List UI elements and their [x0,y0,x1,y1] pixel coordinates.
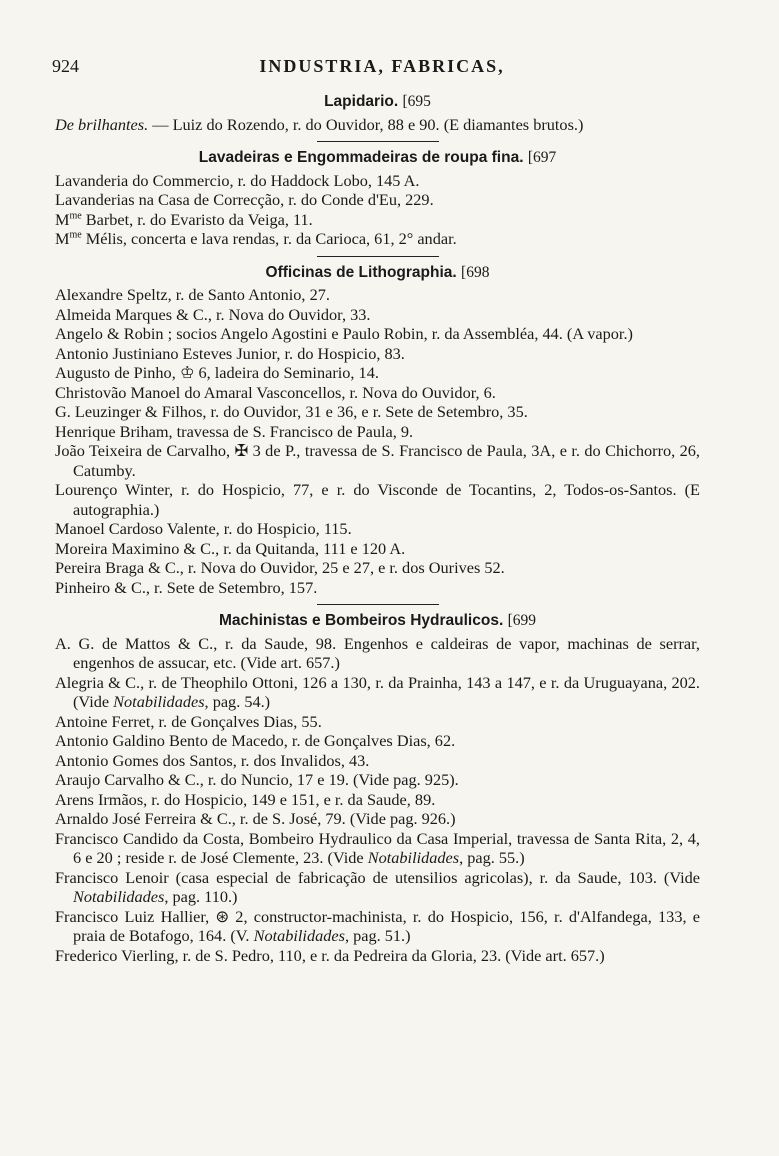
list-item: $M^{me}$ Mélis, concerta e lava rendas, r. da Carioca, 61, 2° andar. [55,229,457,248]
page-number: 924 [52,56,79,76]
section-divider [317,141,439,142]
list-item: Francisco Candido da Costa, Bombeiro Hydraulico da Casa Imperial, travessa de Santa Rita, 2, 4, 6 e 20 ; reside r. de José Clemente, 23. (Vide Notabilidades, pag. 55.) [55,828,700,867]
section-title: Officinas de Lithographia. [698 [265,263,490,281]
list-item: Pereira Braga & C., r. Nova do Ouvidor, 25 e 27, e r. dos Ourives 52. [55,558,505,577]
list-item: Alegria & C., r. de Theophilo Ottoni, 126 a 130, r. da Prainha, 143 a 147, e r. da Uruguayana, 202. (Vide Notabilidades, pag. 54.) [55,672,700,711]
section-title: Machinistas e Bombeiros Hydraulicos. [699 [219,612,536,629]
list-item: Alexandre Speltz, r. de Santo Antonio, 27. [55,285,330,304]
list-item: Francisco Lenoir (casa especial de fabricação de utensilios agricolas), r. da Saude, 103. (Vide Notabilidades, pag. 110.) [55,867,700,906]
list-item: Manoel Cardoso Valente, r. do Hospicio, 115. [55,519,352,538]
section-divider [317,604,439,605]
list-item: Angelo & Robin ; socios Angelo Agostini e Paulo Robin, r. da Assembléa, 44. (A vapor.) [55,324,633,343]
list-item: Lourenço Winter, r. do Hospicio, 77, e r. do Visconde de Tocantins, 2, Todos-os-Santos. (E autographia.) [55,480,700,519]
list-item: G. Leuzinger & Filhos, r. do Ouvidor, 31 e 36, e r. Sete de Setembro, 35. [55,402,528,421]
list-item: $M^{me}$ Barbet, r. do Evaristo da Veiga, 11. [55,209,313,229]
list-item: Arens Irmãos, r. do Hospicio, 149 e 151, e r. da Saude, 89. [55,789,436,809]
list-item: Lavanderias na Casa de Correcção, r. do Conde d'Eu, 229. [55,190,434,209]
list-item: Moreira Maximino & C., r. da Quitanda, 111 e 120 A. [55,538,406,558]
list-item: A. G. de Mattos & C., r. da Saude, 98. Engenhos e caldeiras de vapor, machinas de serrar, engenhos de assucar, etc. (Vide art. 657.) [55,633,700,672]
page-header [52,56,712,82]
list-item: De brilhantes. — Luiz do Rozendo, r. do Ouvidor, 88 e 90. (E diamantes brutos.) [55,114,584,134]
list-item: Francisco Luiz Hallier, ⊛ 2, constructor-machinista, r. do Hospicio, 156, r. d'Alfandega, 133, e praia de Botafogo, 164. (V. Notabilidades, pag. 51.) [55,906,700,945]
running-title: INDUSTRIA, FABRICAS, [259,56,505,76]
list-item: Pinheiro & C., r. Sete de Setembro, 157. [55,577,318,597]
list-item: Augusto de Pinho, ♔ 6, ladeira do Seminario, 14. [55,363,379,382]
list-item: Henrique Briham, travessa de S. Francisco de Paula, 9. [55,421,414,441]
list-item: Antonio Justiniano Esteves Junior, r. do Hospicio, 83. [55,343,405,363]
list-item: Arnaldo José Ferreira & C., r. de S. José, 79. (Vide pag. 926.) [55,809,456,828]
list-item: Frederico Vierling, r. de S. Pedro, 110, e r. da Pedreira da Gloria, 23. (Vide art. 657.) [55,945,605,965]
section-title: Lapidario. [695 [324,93,431,110]
section-title: Lavadeiras e Engommadeiras de roupa fina. [697 [198,149,557,166]
list-item: Almeida Marques & C., r. Nova do Ouvidor, 33. [55,304,371,324]
list-item: Christovão Manoel do Amaral Vasconcellos, r. Nova do Ouvidor, 6. [55,382,496,402]
section-divider [317,256,439,257]
list-item: Antonio Gomes dos Santos, r. dos Invalidos, 43. [55,750,370,770]
list-item: Antoine Ferret, r. de Gonçalves Dias, 55. [55,711,322,731]
list-item: João Teixeira de Carvalho, ✠ 3 de P., travessa de S. Francisco de Paula, 3A, e r. do Chichorro, 26, Catumby. [55,441,700,480]
list-item: Araujo Carvalho & C., r. do Nuncio, 17 e 19. (Vide pag. 925). [55,770,459,789]
list-item: Lavanderia do Commercio, r. do Haddock Lobo, 145 A. [55,170,420,190]
list-item: Antonio Galdino Bento de Macedo, r. de Gonçalves Dias, 62. [55,731,456,750]
directory-content [55,90,700,965]
